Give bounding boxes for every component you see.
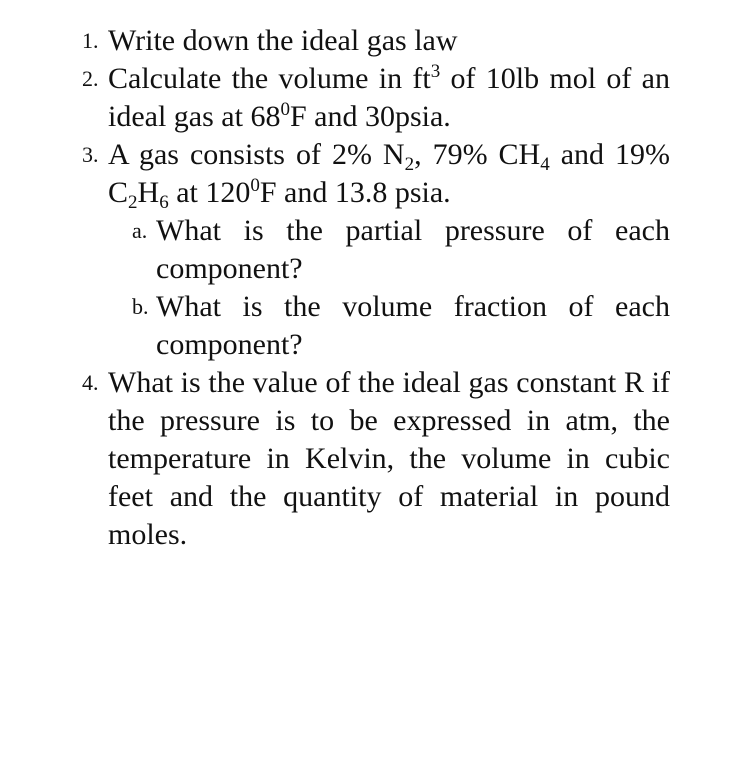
- question-text: Write down the ideal gas law: [108, 24, 458, 57]
- question-3a: [132, 212, 670, 288]
- subquestion-text: What is the volume fraction of each component?: [156, 290, 670, 361]
- question-list: [82, 22, 670, 554]
- question-3b: [132, 288, 670, 364]
- question-number: 3.: [82, 142, 99, 167]
- question-number: 2.: [82, 66, 99, 91]
- subquestion-text: What is the partial pressure of each component?: [156, 214, 670, 285]
- question-number: 1.: [82, 28, 99, 53]
- subquestion-letter: b.: [132, 294, 149, 319]
- question-3: [82, 136, 670, 212]
- question-2: [82, 60, 670, 136]
- question-text: What is the value of the ideal gas constant R if the pressure is to be expressed in atm, the temperature in Kelvin, the volume in cubic feet and the quantity of material in pound moles.: [108, 366, 670, 551]
- question-1: [82, 22, 670, 60]
- question-number: 4.: [82, 370, 99, 395]
- subquestion-letter: a.: [132, 218, 148, 243]
- question-text: Calculate the volume in $ft^3$ of 10lb mol of an ideal gas at $68^0F$ and 30psia.: [108, 61, 670, 133]
- question-text: A gas consists of 2% $N_2$, 79% $CH_4$ and 19% $C_2H_6$ at $120^0F$ and 13.8 psia.: [108, 138, 670, 213]
- question-4: [82, 364, 670, 554]
